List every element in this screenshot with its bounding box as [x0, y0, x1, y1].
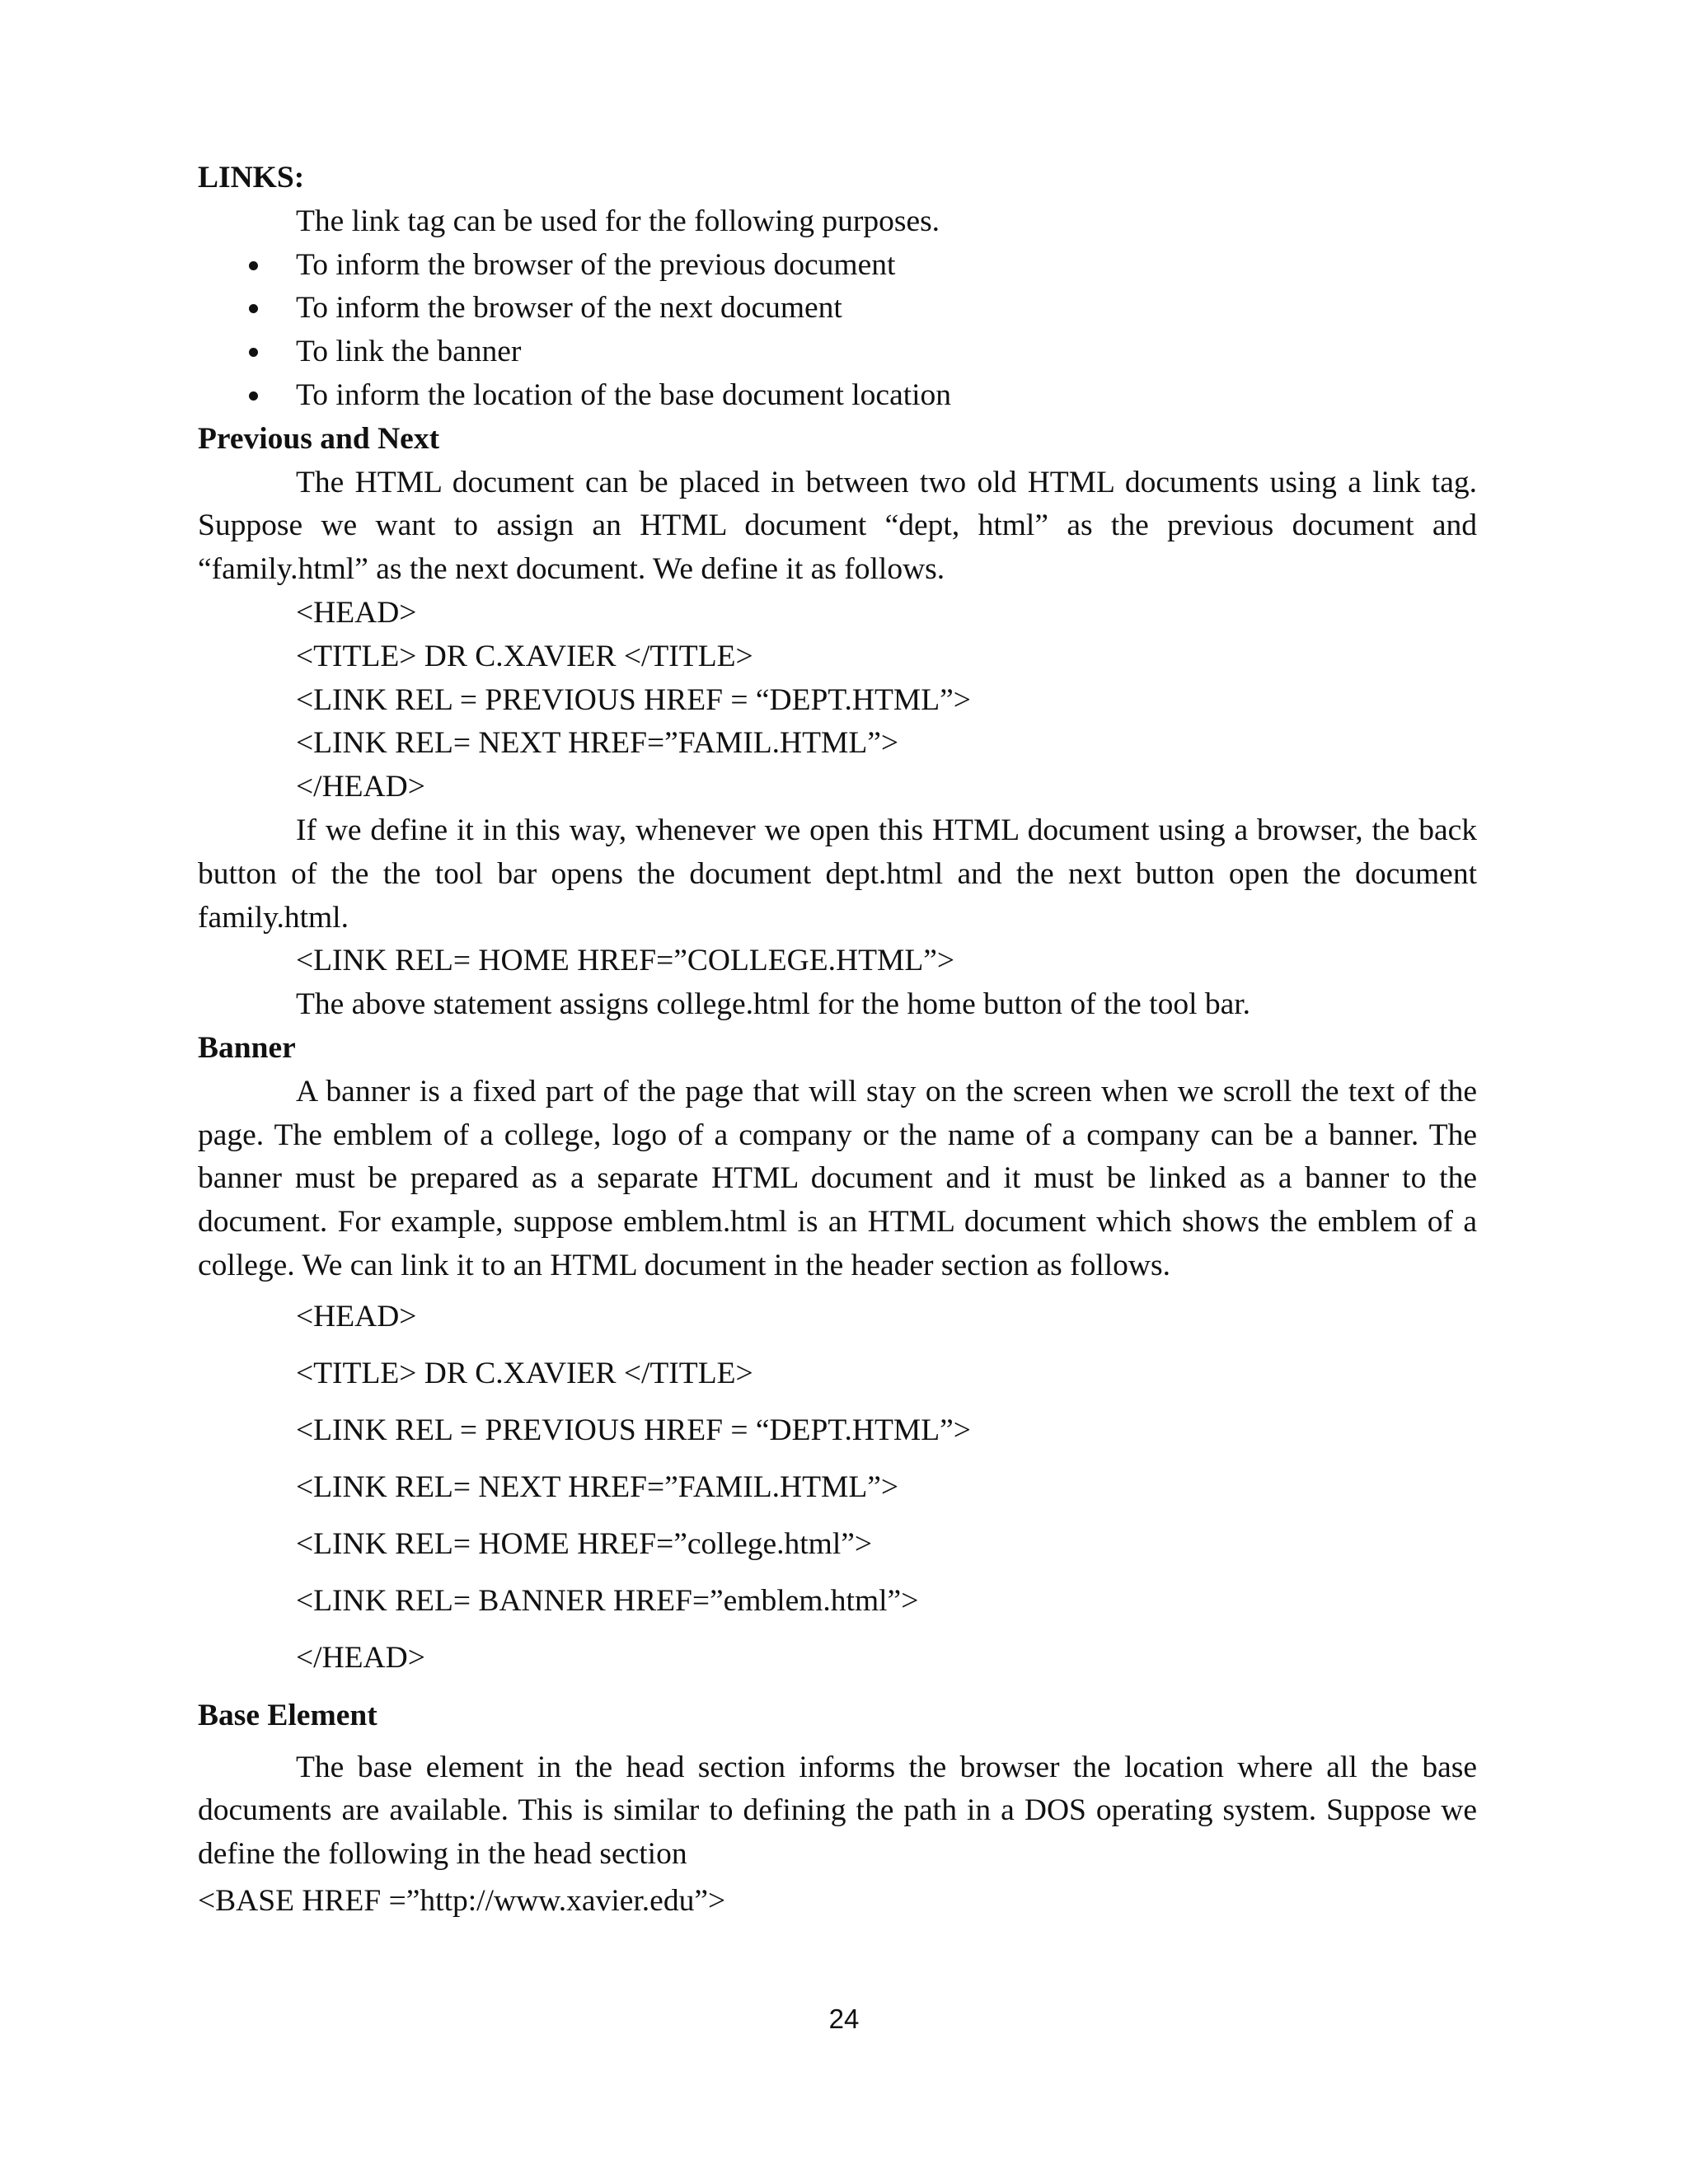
links-heading: LINKS: — [198, 161, 305, 194]
code-line: <LINK REL = PREVIOUS HREF = “DEPT.HTML”> — [296, 682, 971, 717]
links-purpose-list — [198, 244, 1477, 418]
bullet-icon — [249, 391, 258, 401]
code-line: <HEAD> — [296, 595, 417, 630]
home-link-explanation: The above statement assigns college.html for the home button of the tool bar. — [296, 987, 1251, 1022]
code-line: <TITLE> DR C.XAVIER </TITLE> — [296, 1356, 753, 1390]
home-link-code: <LINK REL= HOME HREF=”COLLEGE.HTML”> — [296, 944, 955, 978]
bullet-icon — [249, 304, 258, 313]
banner-code-block — [198, 1288, 1477, 1686]
list-item: To inform the location of the base document location — [198, 374, 1477, 418]
list-item: To inform the browser of the next document — [198, 287, 1477, 330]
list-item: To inform the browser of the previous document — [198, 244, 1477, 288]
code-line: <LINK REL= NEXT HREF=”FAMIL.HTML”> — [296, 726, 899, 761]
base-element-code: <BASE HREF =”http://www.xavier.edu”> — [198, 1883, 726, 1918]
code-line: <LINK REL= BANNER HREF=”emblem.html”> — [296, 1583, 919, 1618]
code-line: <LINK REL = PREVIOUS HREF = “DEPT.HTML”> — [296, 1413, 971, 1447]
code-line: <LINK REL= NEXT HREF=”FAMIL.HTML”> — [296, 1469, 899, 1504]
code-line: <HEAD> — [296, 1299, 417, 1333]
bullet-icon — [249, 348, 258, 357]
links-intro: The link tag can be used for the following purposes. — [296, 204, 940, 238]
base-element-paragraph: The base element in the head section informs the browser the location where all the base documents are available. This is similar to defining the path in a DOS operating system. Suppose we define the following in the head section — [198, 1750, 1477, 1872]
code-line: </HEAD> — [296, 770, 425, 804]
code-line: <TITLE> DR C.XAVIER </TITLE> — [296, 639, 753, 673]
code-line: <LINK REL= HOME HREF=”college.html”> — [296, 1526, 873, 1561]
page-number: 24 — [828, 2004, 860, 2034]
code-line: </HEAD> — [296, 1640, 425, 1675]
previous-next-paragraph: The HTML document can be placed in between two old HTML documents using a link tag. Suppose we want to assign an HTML document “dept, html” as the previous document and “family.html” as the next document. We define it as follows. — [198, 465, 1477, 587]
list-item: To link the banner — [198, 330, 1477, 374]
banner-paragraph: A banner is a fixed part of the page that will stay on the screen when we scroll the text of the page. The emblem of a college, logo of a company or the name of a company can be a banner. The banner must be prepared as a separate HTML document and it must be linked as a banner to the document. For example, suppose emblem.html is an HTML document which shows the emblem of a college. We can link it to an HTML document in the header section as follows. — [198, 1074, 1477, 1282]
previous-next-code-block — [198, 592, 1477, 809]
bullet-icon — [249, 261, 258, 270]
banner-heading: Banner — [198, 1030, 296, 1065]
page-content — [198, 157, 1477, 1924]
previous-next-heading: Previous and Next — [198, 421, 440, 456]
base-element-heading: Base Element — [198, 1698, 377, 1732]
previous-next-explanation: If we define it in this way, whenever we open this HTML document using a browser, the back button of the the tool bar opens the document dept.html and the next button open the document family.html. — [198, 813, 1477, 935]
